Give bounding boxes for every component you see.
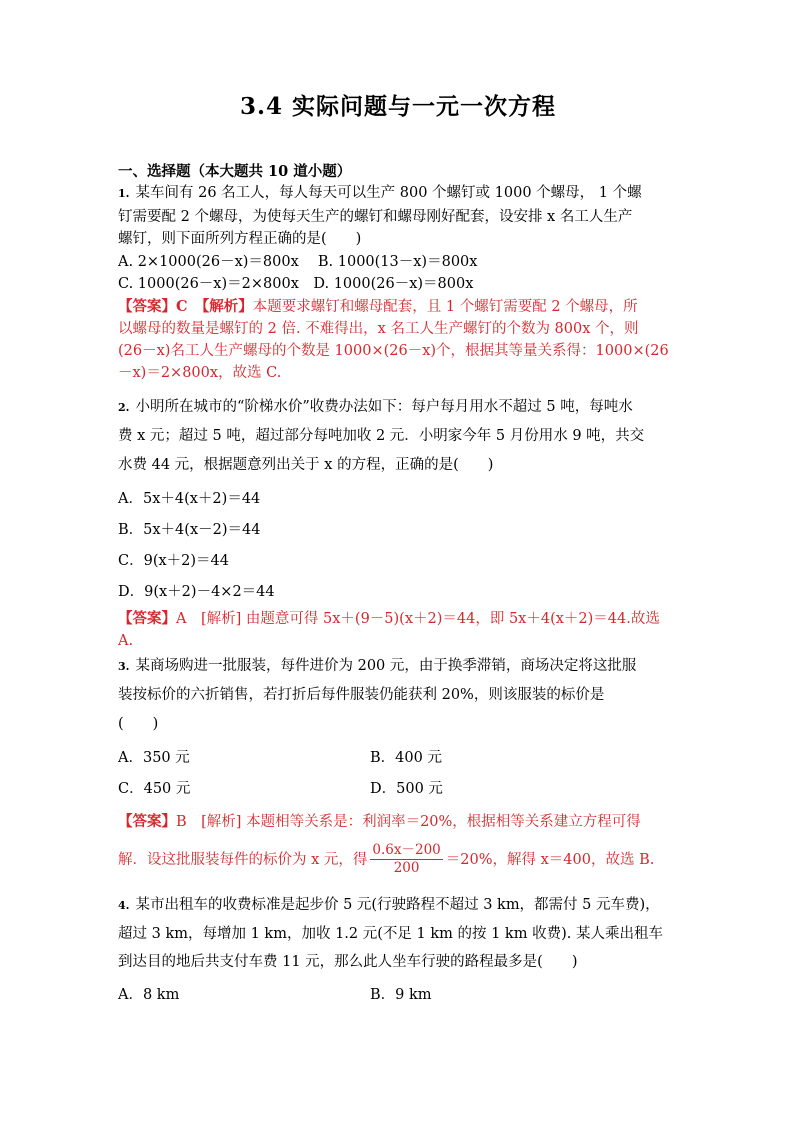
option-c: C．450 元 — [118, 780, 191, 797]
fraction-denominator: 200 — [393, 860, 420, 876]
answer-tag: 【答案】C 【解析】 — [118, 297, 253, 315]
option-d: D．500 元 — [370, 780, 443, 797]
question-text: 钉需要配 2 个螺母，为使每天生产的螺钉和螺母刚好配套，设安排 x 名工人生产 — [118, 208, 633, 225]
question-text: 超过 3 km，每增加 1 km，加收 1.2 元(不足 1 km 的按 1 km 收费). 某人乘出租车 — [118, 925, 663, 942]
question-text: 费 x 元；超过 5 吨，超过部分每吨加收 2 元．小明家今年 5 月份用水 9 吨，共交 — [118, 427, 645, 444]
question-text: 水费 44 元，根据题意列出关于 x 的方程，正确的是( ) — [118, 456, 494, 473]
fraction-numerator: 0.6x－200 — [372, 842, 441, 858]
question-text: 小明所在城市的“阶梯水价”收费办法如下：每户每月用水不超过 5 吨，每吨水 — [135, 398, 633, 415]
question-1 — [118, 182, 678, 384]
answer-block: 【答案】C 【解析】本题要求螺钉和螺母配套，且 1 个螺钉需要配 2 个螺母，所 — [118, 297, 638, 315]
document-page — [118, 92, 678, 1011]
answer-tag: 【答案】 — [118, 812, 176, 830]
question-text: 到达目的地后共支付车费 11 元，那么此人坐车行驶的路程最多是( ) — [118, 953, 578, 970]
question-number: 4. — [118, 898, 130, 912]
answer-text: －x)＝2×800x，故选 C. — [118, 364, 282, 381]
question-text: 某市出租车的收费标准是起步价 5 元(行驶路程不超过 3 km，都需付 5 元车费)， — [135, 896, 660, 913]
question-text: 某商场购进一批服装，每件进价为 200 元，由于换季滞销，商场决定将这批服 — [135, 657, 637, 674]
option-a: A．8 km — [118, 986, 180, 1003]
option-b: B．5x＋4(x－2)＝44 — [118, 521, 261, 538]
option-a: A．350 元 — [118, 749, 190, 766]
answer-text: 以螺母的数量是螺钉的 2 倍. 不难得出，x 名工人生产螺钉的个数为 800x 个，则 — [118, 320, 639, 337]
answer-text: A. — [118, 632, 134, 649]
question-3 — [118, 652, 678, 882]
answer-tag: 【答案】 — [118, 609, 176, 627]
question-number: 3. — [118, 659, 130, 673]
option-row: A. 2×1000(26－x)＝800x B. 1000(13－x)＝800x — [118, 253, 478, 270]
answer-block: 【答案】A [解析] 由题意可得 5x＋(9－5)(x＋2)＝44，即 5x＋4(x＋2)＝44.故选 — [118, 609, 660, 627]
question-4 — [118, 891, 678, 1011]
option-row: C. 1000(26－x)＝2×800x D. 1000(26－x)＝800x — [118, 276, 474, 292]
section-heading: 一、选择题（本大题共 10 道小题） — [118, 163, 352, 180]
answer-block: 【答案】B [解析] 本题相等关系是：利润率＝20%，根据相等关系建立方程可得 — [118, 812, 641, 830]
question-2 — [118, 393, 678, 652]
answer-text: (26－x)名工人生产螺母的个数是 1000×(26－x)个，根据其等量关系得：1000×(26 — [118, 342, 669, 359]
question-text: ( ) — [118, 715, 159, 732]
question-text: 螺钉，则下面所列方程正确的是( ) — [118, 231, 362, 247]
option-c: C．9(x＋2)＝44 — [118, 552, 229, 569]
question-number: 2. — [118, 400, 130, 414]
page-title: 3.4 实际问题与一元一次方程 — [239, 93, 557, 120]
option-b: B．400 元 — [370, 749, 442, 766]
fraction — [370, 842, 442, 877]
question-text: 某车间有 26 名工人，每人每天可以生产 800 个螺钉或 1000 个螺母， 1 个螺 — [135, 185, 642, 201]
answer-text: 解．设这批服装每件的标价为 x 元，得 $\frac{0.6x-200}{200}$ ＝20%，解得 x＝400，故选 B. — [118, 842, 655, 876]
question-number: 1. — [118, 187, 130, 200]
option-d: D．9(x＋2)－4×2＝44 — [118, 583, 275, 600]
option-b: B．9 km — [370, 986, 432, 1003]
question-text: 装按标价的六折销售，若打折后每件服装仍能获利 20%，则该服装的标价是 — [118, 686, 605, 703]
option-a: A．5x＋4(x＋2)＝44 — [118, 490, 261, 507]
